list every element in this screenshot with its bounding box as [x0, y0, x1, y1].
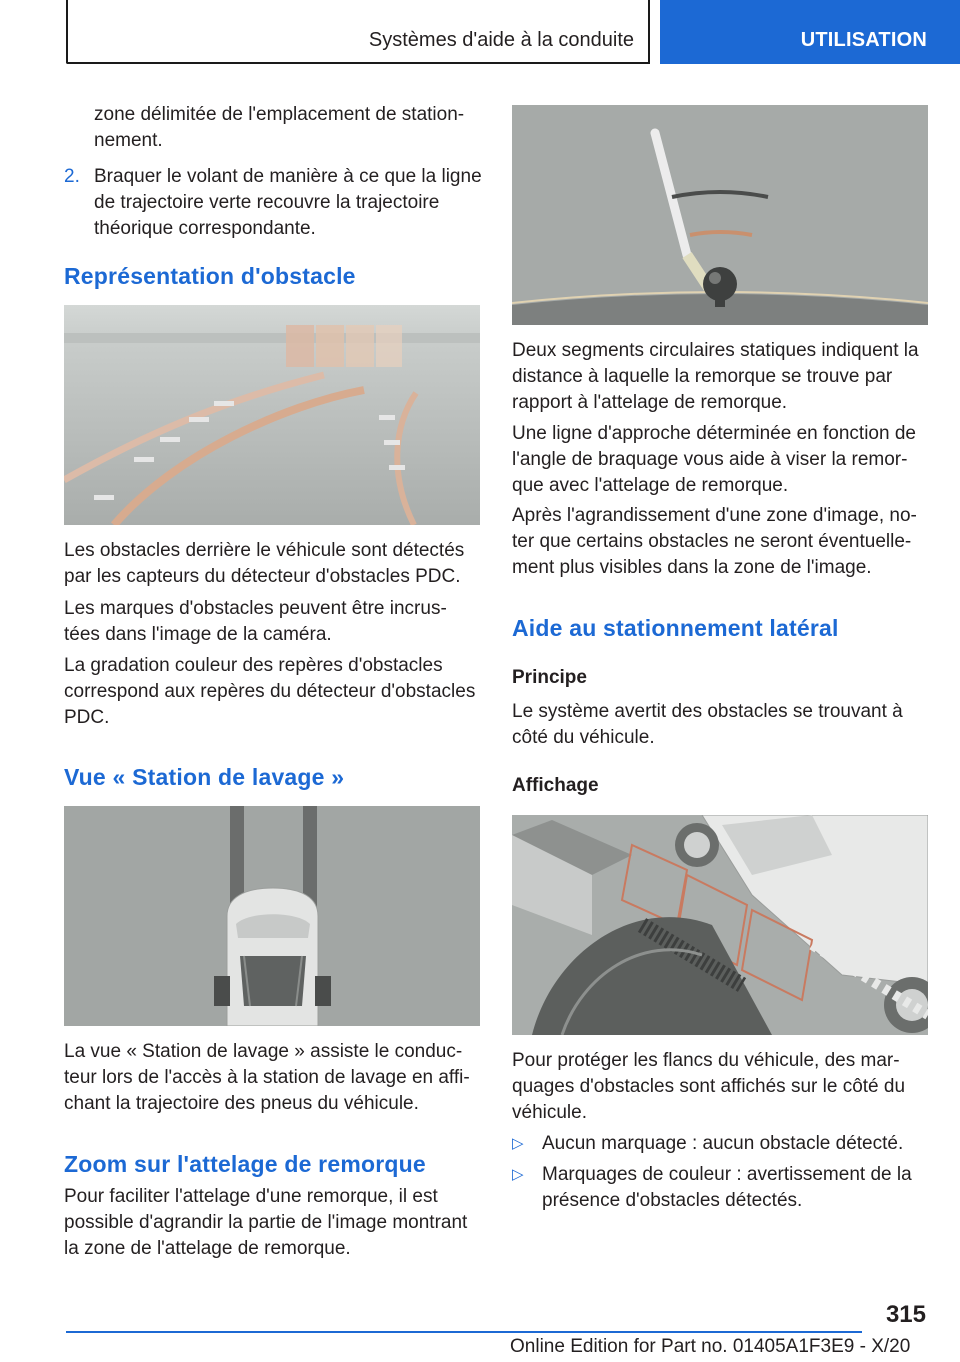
affichage-text: Pour protéger les flancs du véhicule, des mar- quages d'obstacles sont affichés sur le côté du véhicule. — [512, 1050, 906, 1123]
header-section-tab — [66, 0, 650, 64]
header-chapter-title: UTILISATION — [800, 29, 927, 51]
bullet-item — [512, 1162, 932, 1214]
wash-paragraph: La vue « Station de lavage » assiste le conduc- teur lors de l'accès à la station de lavage en affi- chant la trajectoire des pneus du véhicule. — [64, 1041, 470, 1114]
obstacle-paragraph-1: Les obstacles derrière le véhicule sont détectés par les capteurs du détecteur d'obstacles PDC. — [64, 540, 465, 587]
affichage-heading: Affichage — [512, 775, 599, 796]
obstacle-heading: Représentation d'obstacle — [64, 263, 356, 289]
footer-edition: Online Edition for Part no. 01405A1F3E9 - X/20 — [510, 1336, 911, 1357]
hitch-paragraph-3: Après l'agrandissement d'une zone d'image, no- ter que certains obstacles ne seront éventuelle- ment plus visibles dans la zone de l'image. — [512, 505, 917, 578]
intro-continuation: zone délimitée de l'emplacement de station- nement. — [94, 104, 465, 151]
step-number: 2. — [64, 166, 80, 187]
step-text: Braquer le volant de manière à ce que la ligne de trajectoire verte recouvre la trajectoire théorique correspondante. — [94, 166, 482, 239]
obstacle-paragraph-2: Les marques d'obstacles peuvent être incrus- tées dans l'image de la caméra. — [64, 598, 447, 645]
bullet-text: Aucun marquage : aucun obstacle détecté. — [542, 1133, 904, 1154]
obstacle-paragraph-3: La gradation couleur des repères d'obstacles correspond aux repères du détecteur d'obstacles PDC. — [64, 655, 476, 728]
side-parking-heading: Aide au stationnement latéral — [512, 615, 839, 641]
wash-heading: Vue « Station de lavage » — [64, 764, 345, 790]
bullet-text: Marquages de couleur : avertissement de la présence d'obstacles détectés. — [542, 1164, 912, 1211]
zoom-paragraph: Pour faciliter l'attelage d'une remorque, il est possible d'agrandir la partie de l'image montrant la zone de l'attelage de remorque. — [64, 1186, 468, 1259]
principe-text: Le système avertit des obstacles se trouvant à côté du véhicule. — [512, 701, 903, 748]
zoom-heading: Zoom sur l'attelage de remorque — [64, 1151, 426, 1177]
side-parking-figure — [512, 815, 928, 1035]
header-section-title: Systèmes d'aide à la conduite — [368, 29, 634, 51]
page-number: 315 — [885, 1301, 926, 1328]
bullet-triangle-icon: ▷ — [512, 1166, 524, 1183]
car-wash-figure — [64, 806, 480, 1026]
bullet-triangle-icon: ▷ — [512, 1135, 524, 1152]
hitch-figure — [512, 105, 928, 325]
obstacle-figure — [64, 305, 480, 525]
hitch-paragraph-1: Deux segments circulaires statiques indiquent la distance à laquelle la remorque se trouve par rapport à l'attelage de remorque. — [512, 340, 919, 413]
header-chapter-tab[interactable] — [660, 0, 960, 64]
bullet-item — [512, 1131, 932, 1157]
hitch-paragraph-2: Une ligne d'approche déterminée en fonction de l'angle de braquage vous aide à viser la remor- que avec l'attelage de remorque. — [512, 423, 916, 496]
principe-heading: Principe — [512, 667, 587, 688]
footer-rule — [66, 1331, 862, 1333]
